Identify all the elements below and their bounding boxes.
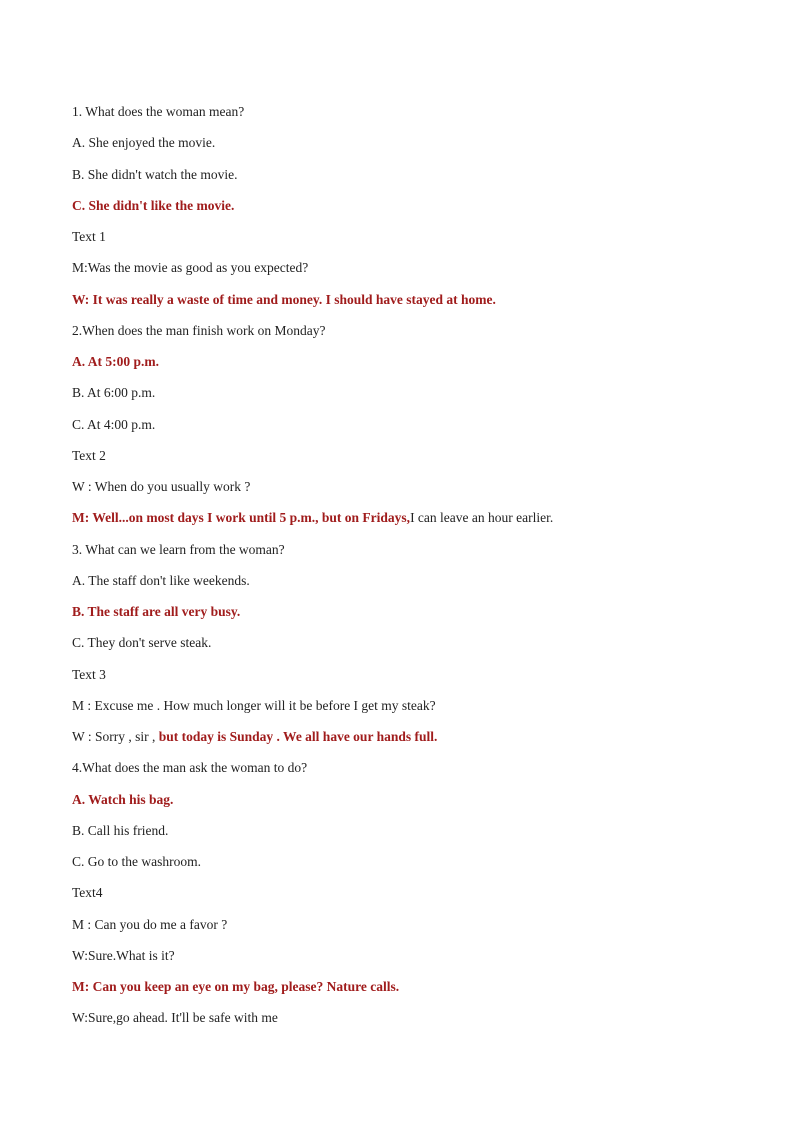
highlighted-text: A. Watch his bag. bbox=[72, 791, 174, 807]
text-line bbox=[72, 509, 762, 540]
text-line bbox=[72, 978, 762, 1009]
body-text: C. They don't serve steak. bbox=[72, 635, 212, 651]
body-text: B. At 6:00 p.m. bbox=[72, 385, 156, 401]
text-line bbox=[72, 853, 762, 884]
text-line bbox=[72, 759, 762, 790]
body-text: C. Go to the washroom. bbox=[72, 854, 201, 869]
text-line bbox=[72, 291, 762, 322]
body-text: M : Can you do me a favor ? bbox=[72, 916, 228, 932]
text-line bbox=[72, 322, 762, 353]
highlighted-text: M: Well...on most days I work until 5 p.m., but on Fridays, bbox=[72, 510, 411, 526]
highlighted-text: W: It was really a waste of time and money. I should have stayed at home. bbox=[72, 291, 496, 307]
body-text: 1. What does the woman mean? bbox=[72, 104, 245, 119]
body-text: 4.What does the man ask the woman to do? bbox=[72, 760, 308, 776]
text-line bbox=[72, 884, 762, 915]
text-line bbox=[72, 197, 762, 228]
text-line bbox=[72, 697, 762, 728]
text-line bbox=[72, 447, 762, 478]
text-line bbox=[72, 259, 762, 290]
text-line bbox=[72, 478, 762, 509]
text-line bbox=[72, 166, 762, 197]
body-text: I can leave an hour earlier. bbox=[410, 510, 554, 526]
text-line bbox=[72, 791, 762, 822]
text-line bbox=[72, 134, 762, 165]
text-line bbox=[72, 634, 762, 665]
body-text: Text 2 bbox=[72, 447, 106, 463]
body-text: Text 1 bbox=[72, 229, 106, 244]
text-line bbox=[72, 541, 762, 572]
text-line bbox=[72, 603, 762, 634]
body-text: M : Excuse me . How much longer will it be before I get my steak? bbox=[72, 697, 436, 713]
body-text: C. At 4:00 p.m. bbox=[72, 416, 156, 432]
body-text: W:Sure,go ahead. It'll be safe with me bbox=[72, 1010, 278, 1026]
highlighted-text: A. At 5:00 p.m. bbox=[72, 354, 159, 369]
text-line bbox=[72, 103, 762, 134]
text-line bbox=[72, 416, 762, 447]
highlighted-text: M: Can you keep an eye on my bag, please? Nature calls. bbox=[72, 979, 400, 994]
body-text: W : When do you usually work ? bbox=[72, 479, 251, 494]
highlighted-text: but today is Sunday . We all have our hands full. bbox=[158, 729, 438, 744]
body-text: 3. What can we learn from the woman? bbox=[72, 541, 285, 557]
body-text: M:Was the movie as good as you expected? bbox=[72, 260, 309, 276]
text-line bbox=[72, 916, 762, 947]
text-line bbox=[72, 666, 762, 697]
body-text: 2.When does the man finish work on Monday? bbox=[72, 322, 326, 338]
body-text: W:Sure.What is it? bbox=[72, 947, 175, 963]
text-line bbox=[72, 228, 762, 259]
body-text: W : Sorry , sir , bbox=[72, 729, 159, 744]
body-text: Text 3 bbox=[72, 666, 106, 682]
document-page bbox=[72, 103, 762, 1041]
body-text: A. She enjoyed the movie. bbox=[72, 135, 216, 151]
highlighted-text: C. She didn't like the movie. bbox=[72, 197, 235, 213]
text-line bbox=[72, 1009, 762, 1040]
body-text: A. The staff don't like weekends. bbox=[72, 572, 250, 588]
text-line bbox=[72, 822, 762, 853]
body-text: B. She didn't watch the movie. bbox=[72, 166, 238, 182]
body-text: B. Call his friend. bbox=[72, 822, 169, 838]
body-text: Text4 bbox=[72, 885, 103, 901]
text-line bbox=[72, 947, 762, 978]
text-line bbox=[72, 728, 762, 759]
text-line bbox=[72, 353, 762, 384]
highlighted-text: B. The staff are all very busy. bbox=[72, 604, 241, 619]
text-line bbox=[72, 572, 762, 603]
text-line bbox=[72, 384, 762, 415]
